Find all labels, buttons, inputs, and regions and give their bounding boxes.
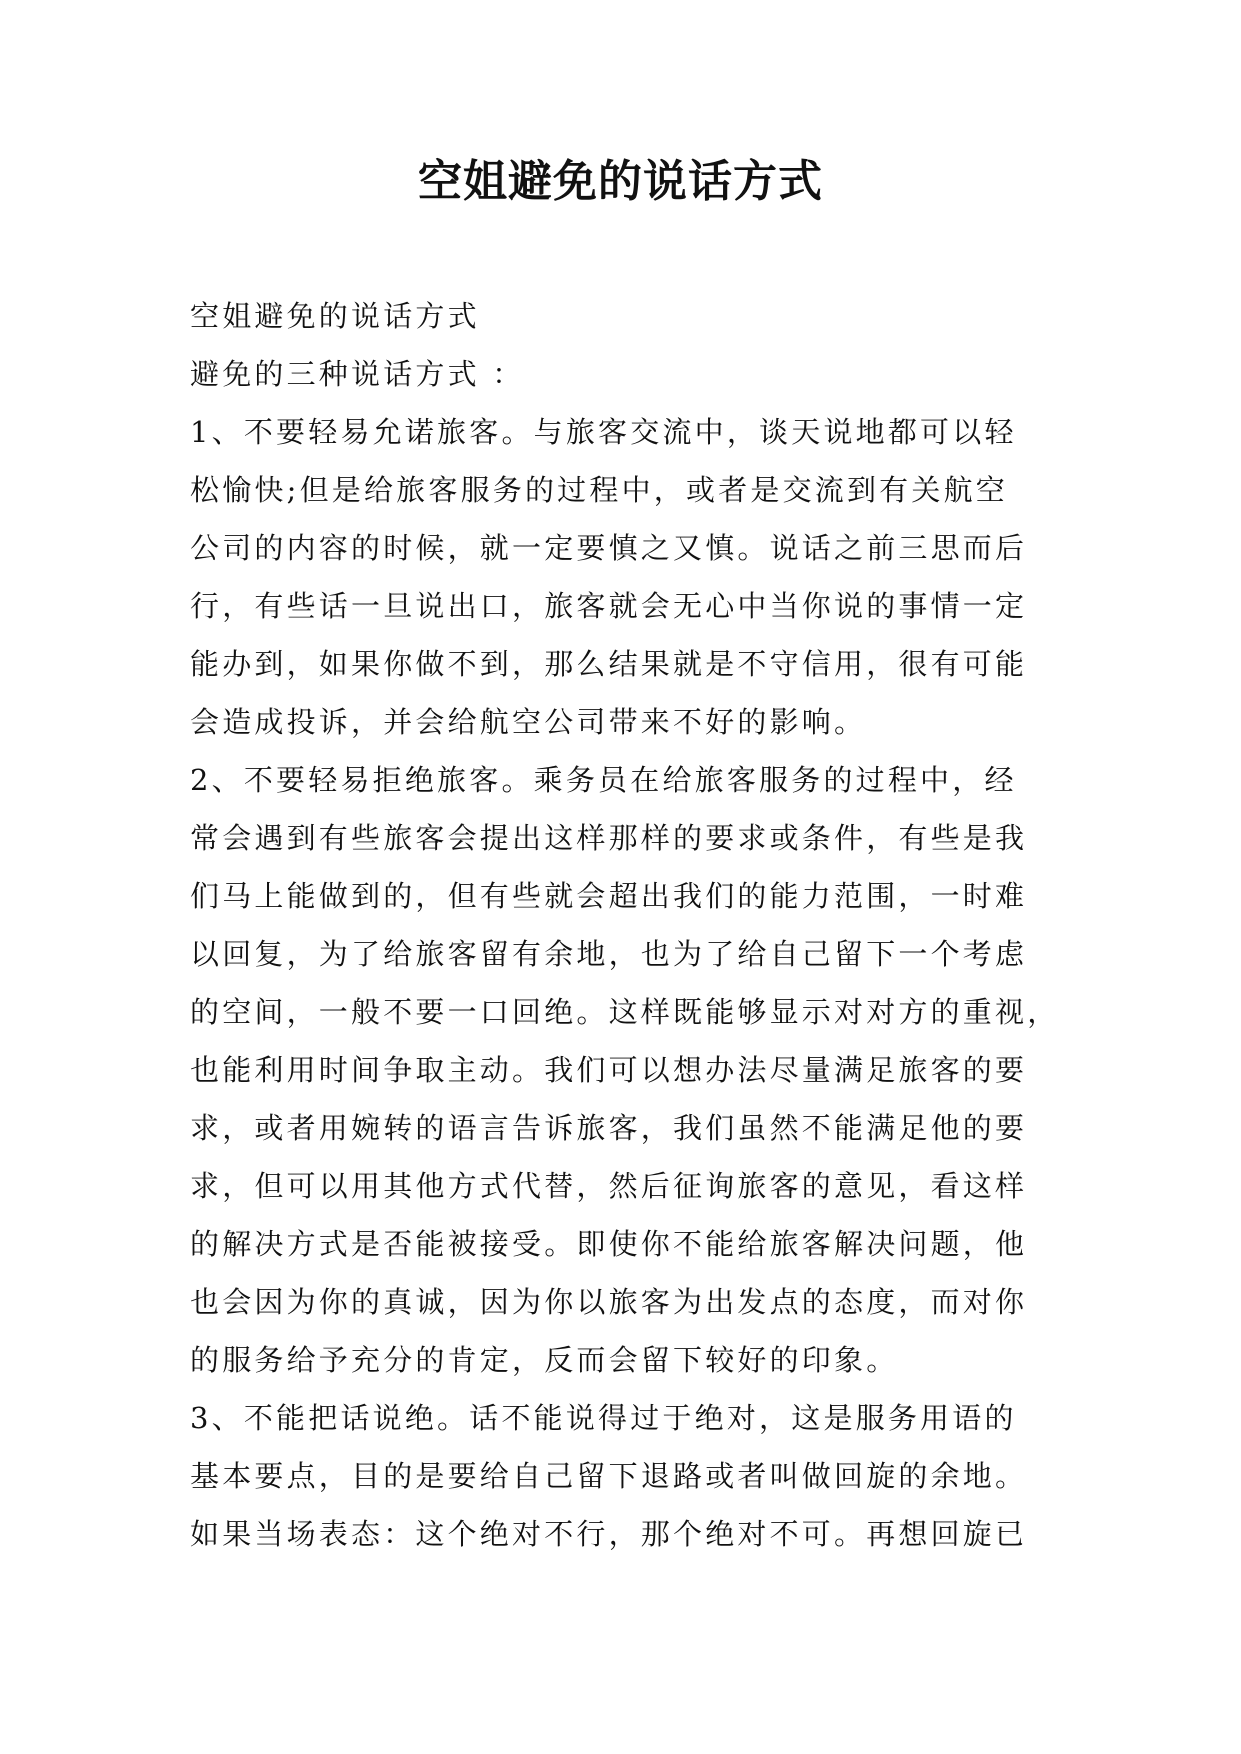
body-line: 以回复，为了给旅客留有余地，也为了给自己留下一个考虑 bbox=[190, 937, 1028, 971]
body-line: 1、不要轻易允诺旅客。与旅客交流中，谈天说地都可以轻 bbox=[190, 415, 1017, 449]
body-line: 行，有些话一旦说出口，旅客就会无心中当你说的事情一定 bbox=[190, 589, 1028, 623]
body-line: 的服务给予充分的肯定，反而会留下较好的印象。 bbox=[190, 1343, 899, 1377]
body-line: 也能利用时间争取主动。我们可以想办法尽量满足旅客的要 bbox=[190, 1053, 1028, 1087]
body-line: 如果当场表态：这个绝对不行，那个绝对不可。再想回旋已 bbox=[190, 1517, 1028, 1551]
body-line: 会造成投诉，并会给航空公司带来不好的影响。 bbox=[190, 705, 867, 739]
body-line: 求，但可以用其他方式代替，然后征询旅客的意见，看这样 bbox=[190, 1169, 1028, 1203]
document-title: 空姐避免的说话方式 bbox=[418, 156, 823, 207]
body-line: 常会遇到有些旅客会提出这样那样的要求或条件，有些是我 bbox=[190, 821, 1028, 855]
document-body bbox=[190, 287, 1060, 1563]
body-line: 松愉快;但是给旅客服务的过程中，或者是交流到有关航空 bbox=[190, 473, 1008, 507]
body-line: 的空间，一般不要一口回绝。这样既能够显示对对方的重视， bbox=[190, 995, 1060, 1029]
body-line: 们马上能做到的，但有些就会超出我们的能力范围，一时难 bbox=[190, 879, 1028, 913]
body-line: 空姐避免的说话方式 bbox=[190, 299, 480, 333]
body-line: 3、不能把话说绝。话不能说得过于绝对，这是服务用语的 bbox=[190, 1401, 1017, 1435]
body-line: 求，或者用婉转的语言告诉旅客，我们虽然不能满足他的要 bbox=[190, 1111, 1028, 1145]
body-line: 2、不要轻易拒绝旅客。乘务员在给旅客服务的过程中，经 bbox=[190, 763, 1017, 797]
body-line: 公司的内容的时候，就一定要慎之又慎。说话之前三思而后 bbox=[190, 531, 1028, 565]
body-line: 基本要点，目的是要给自己留下退路或者叫做回旋的余地。 bbox=[190, 1459, 1028, 1493]
body-line: 的解决方式是否能被接受。即使你不能给旅客解决问题，他 bbox=[190, 1227, 1028, 1261]
body-line: 避免的三种说话方式 ： bbox=[190, 357, 525, 391]
body-line: 也会因为你的真诚，因为你以旅客为出发点的态度，而对你 bbox=[190, 1285, 1028, 1319]
body-line: 能办到，如果你做不到，那么结果就是不守信用，很有可能 bbox=[190, 647, 1028, 681]
